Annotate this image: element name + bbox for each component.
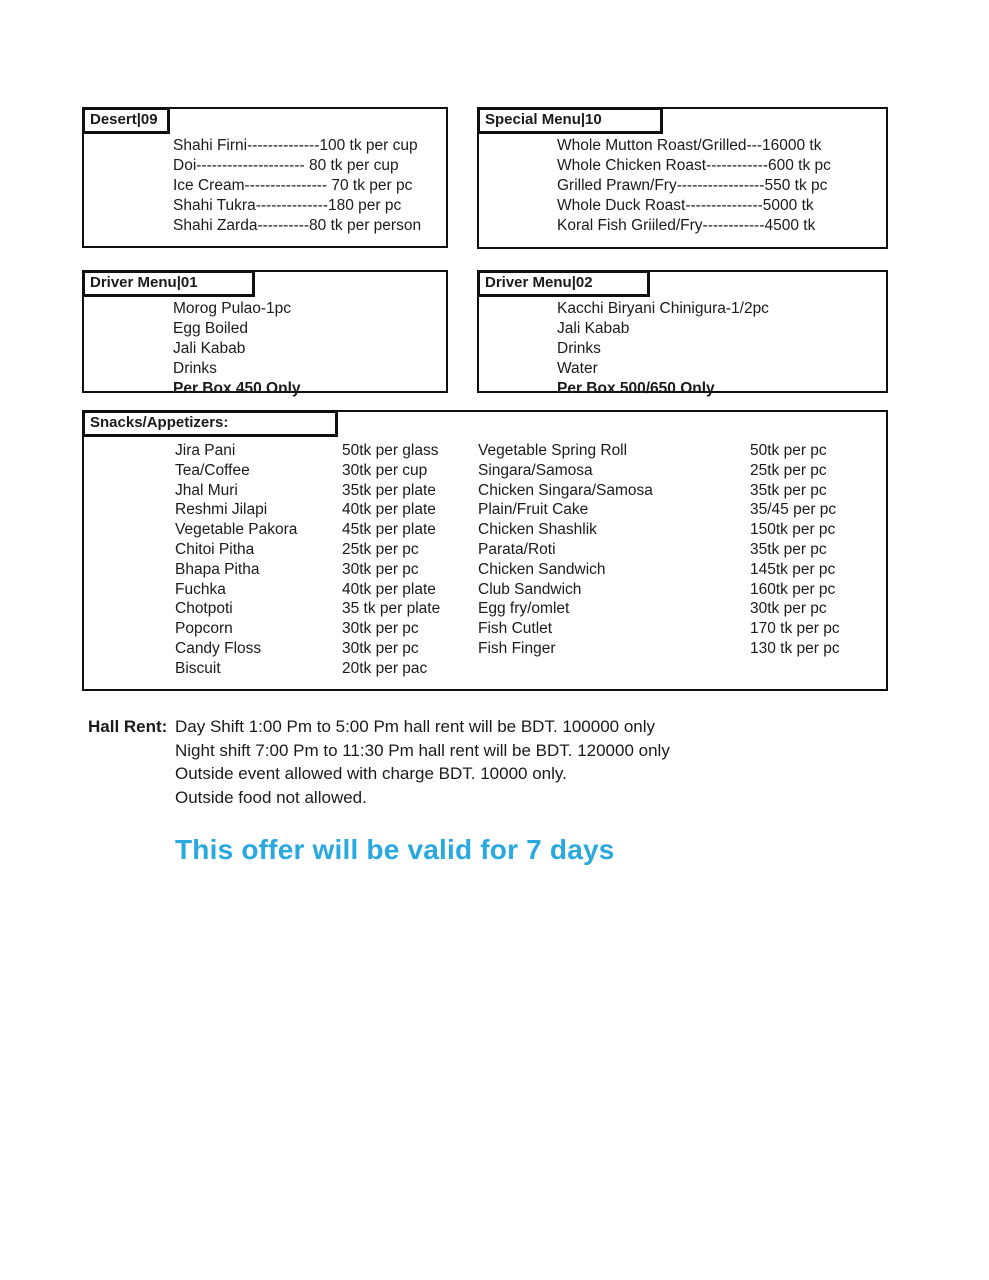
snack-item-name: Singara/Samosa [478,461,593,479]
snack-item-name: Vegetable Pakora [175,521,298,539]
snack-row [175,659,886,679]
snack-item-name: Egg fry/omlet [478,600,570,618]
hall-rent-label: Hall Rent: [88,717,168,736]
snack-item-price: 45tk per plate [342,521,436,539]
menu-item: Outside event allowed with charge BDT. 10000 only. [175,764,567,783]
snack-item-name: Parata/Roti [478,540,556,558]
snack-item-price: 30tk per pc [750,600,827,618]
snack-item-name [478,659,750,679]
snack-item-name: Jira Pani [175,442,236,459]
hall-rent-section [88,715,670,809]
snack-item-name: Chicken Singara/Samosa [478,481,653,499]
snack-row [175,520,886,540]
snack-item-name: Reshmi Jilapi [175,501,268,519]
menu-item: Whole Chicken Roast------------600 tk pc [557,157,831,174]
menu-item: Grilled Prawn/Fry-----------------550 tk pc [557,177,828,194]
driver-menu-1-title: Driver Menu|01 [82,270,255,297]
snack-row [175,461,886,481]
snack-item-price: 170 tk per pc [750,620,840,638]
menu-item: Whole Mutton Roast/Grilled---16000 tk [557,137,822,154]
menu-item: Jali Kabab [173,340,246,357]
menu-item: Shahi Zarda----------80 tk per person [173,217,422,234]
snack-item-name: Chotpoti [175,600,233,618]
menu-item: Shahi Firni--------------100 tk per cup [173,137,418,154]
menu-item: Kacchi Biryani Chinigura-1/2pc [557,300,769,317]
snack-item-name: Chicken Sandwich [478,560,606,578]
special-menu-title: Special Menu|10 [477,107,663,134]
snack-item-name: Club Sandwich [478,580,582,598]
menu-item: Shahi Tukra--------------180 per pc [173,197,402,214]
driver-menu-2-items [479,299,886,399]
snack-item-name: Plain/Fruit Cake [478,501,589,519]
menu-item: Night shift 7:00 Pm to 11:30 Pm hall rent will be BDT. 120000 only [175,740,670,760]
driver-menu-2-box [477,270,888,397]
snack-item-name: Vegetable Spring Roll [478,442,628,459]
driver-menu-1-items [84,299,446,399]
snack-item-name: Biscuit [175,659,221,677]
snack-item-name: Tea/Coffee [175,461,250,479]
hall-rent-lines [175,715,670,809]
snack-item-name: Chitoi Pitha [175,540,255,558]
snack-row [175,599,886,619]
snack-item-price: 160tk per pc [750,580,836,598]
menu-item: Ice Cream---------------- 70 tk per pc [173,177,413,194]
menu-item: Day Shift 1:00 Pm to 5:00 Pm hall rent will be BDT. 100000 only [175,717,656,736]
driver-menu-1-item-list [173,299,446,379]
snack-row [175,639,886,659]
snack-row [175,441,886,461]
snack-item-name: Jhal Muri [175,481,238,499]
snack-item-price: 35tk per pc [750,540,827,558]
snack-item-name: Bhapa Pitha [175,560,260,578]
snack-item-price: 30tk per pc [342,620,419,638]
menu-item: Jali Kabab [557,320,630,337]
snack-item-price: 40tk per plate [342,580,436,598]
snack-item-price [750,659,886,679]
desert-menu-items [84,136,446,236]
snack-item-price: 35tk per pc [750,481,827,499]
snacks-table [84,441,886,679]
snack-item-price: 25tk per pc [342,540,419,558]
snack-item-price: 50tk per glass [342,442,439,459]
snack-item-price: 35/45 per pc [750,501,837,519]
special-menu-items [479,136,886,236]
menu-item: Drinks [557,340,601,357]
snack-item-price: 35 tk per plate [342,600,441,618]
snack-item-name: Popcorn [175,620,233,638]
menu-item: Egg Boiled [173,320,248,337]
desert-menu-box [82,107,448,248]
snack-item-price: 130 tk per pc [750,639,840,657]
special-menu-box [477,107,888,249]
snack-row [175,619,886,639]
snack-item-name: Fish Finger [478,639,556,657]
snacks-appetizers-title: Snacks/Appetizers: [82,410,338,437]
snacks-appetizers-box [82,410,888,691]
snack-row [175,580,886,600]
menu-item: Morog Pulao-1pc [173,300,292,317]
snack-item-price: 30tk per pc [342,639,419,657]
snack-item-price: 145tk per pc [750,560,836,578]
menu-item: Drinks [173,360,217,377]
snack-item-name: Candy Floss [175,639,262,657]
driver-menu-1-box [82,270,448,397]
driver-menu-2-price-footer: Per Box 500/650 Only [557,380,715,397]
snack-item-price: 50tk per pc [750,442,827,459]
driver-menu-2-title: Driver Menu|02 [477,270,650,297]
snack-item-price: 150tk per pc [750,521,836,539]
driver-menu-1-price-footer: Per Box 450 Only [173,380,301,397]
menu-item: Koral Fish Griiled/Fry------------4500 tk [557,217,816,234]
snack-item-price: 35tk per plate [342,481,436,499]
menu-item: Whole Duck Roast---------------5000 tk [557,197,814,214]
menu-item: Doi--------------------- 80 tk per cup [173,157,399,174]
offer-validity-heading: This offer will be valid for 7 days [175,834,615,865]
desert-menu-title: Desert|09 [82,107,170,134]
snack-row [175,540,886,560]
snack-item-price: 25tk per pc [750,461,827,479]
snack-item-price: 20tk per pac [342,659,428,677]
menu-item: Outside food not allowed. [175,787,367,807]
snack-item-name: Chicken Shashlik [478,521,597,539]
snack-row [175,560,886,580]
snack-item-price: 40tk per plate [342,501,436,519]
driver-menu-2-item-list [557,299,886,379]
snack-row [175,481,886,501]
snack-row [175,500,886,520]
snack-item-name: Fish Cutlet [478,620,553,638]
menu-item: Water [557,360,598,377]
snack-item-price: 30tk per pc [342,560,419,578]
snack-item-price: 30tk per cup [342,461,428,479]
snack-item-name: Fuchka [175,580,226,598]
